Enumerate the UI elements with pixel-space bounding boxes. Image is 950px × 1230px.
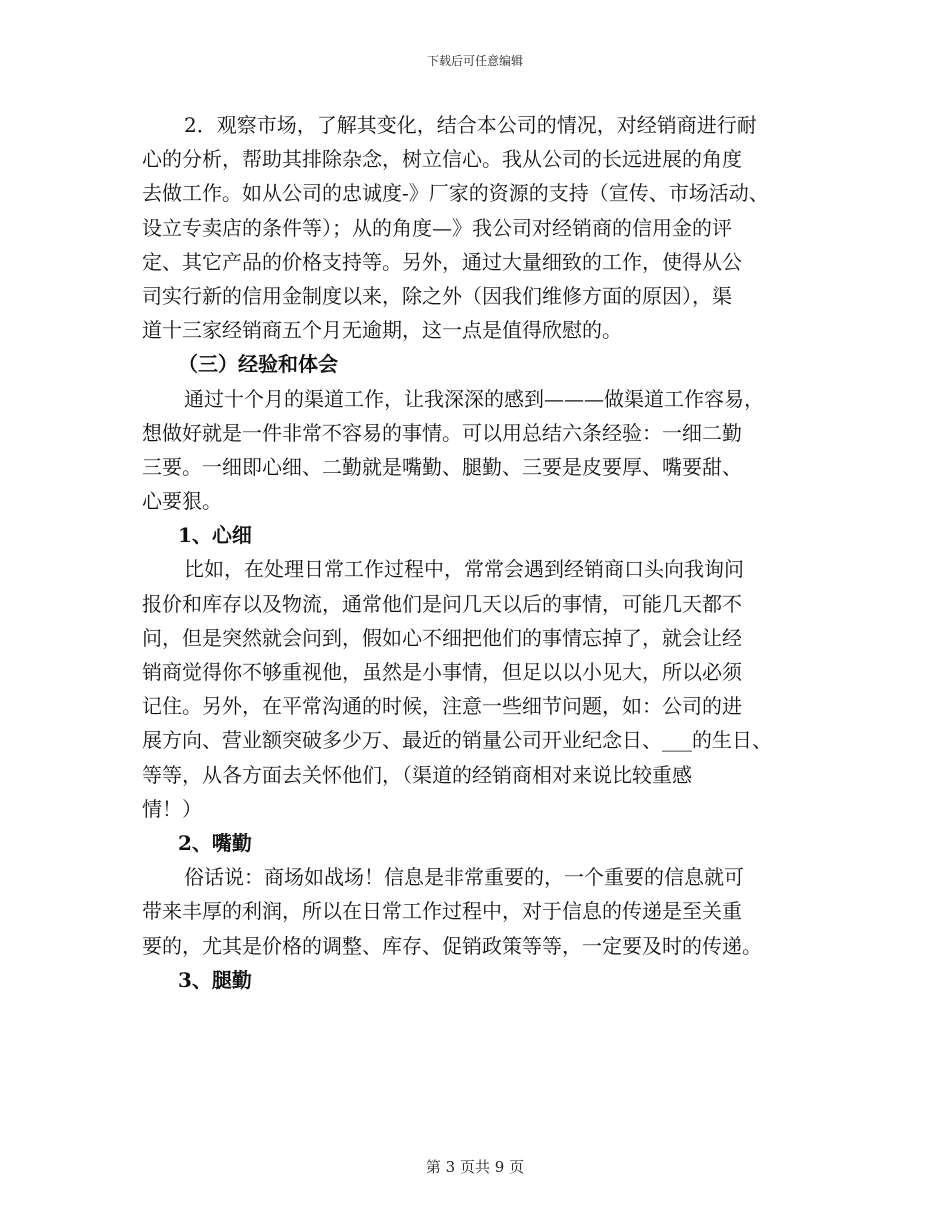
text-line: 展方向、营业额突破多少万、最近的销量公司开业纪念日、___的生日、	[142, 728, 772, 753]
text-line: 2．观察市场，了解其变化，结合本公司的情况，对经销商进行耐	[184, 113, 757, 137]
text-line: 等等，从各方面去关怀他们，（渠道的经销商相对来说比较重感	[142, 762, 692, 787]
text-line: 情！）	[142, 796, 202, 821]
text-line: 记住。另外，在平常沟通的时候，注意一些细节问题，如：公司的进	[142, 694, 742, 719]
section-heading: 2、嘴勤	[178, 830, 252, 855]
page-header: 下载后可任意编辑	[426, 54, 523, 68]
text-line: 问，但是突然就会问到，假如心不细把他们的事情忘掉了，就会让经	[142, 625, 742, 650]
text-line: 道十三家经销商五个月无逾期，这一点是值得欣慰的。	[142, 318, 622, 343]
text-line: 比如，在处理日常工作过程中，常常会遇到经销商口头向我询问	[184, 557, 744, 582]
text-line: 要的，尤其是价格的调整、库存、促销政策等等，一定要及时的传递。	[142, 933, 762, 958]
text-line: 三要。一细即心细、二勤就是嘴勤、腿勤、三要是皮要厚、嘴要甜、	[142, 454, 742, 479]
text-line: 心要狠。	[142, 489, 222, 514]
text-line: 司实行新的信用金制度以来，除之外（因我们维修方面的原因），渠	[142, 283, 732, 308]
text-line: 报价和库存以及物流，通常他们是问几天以后的事情，可能几天都不	[142, 591, 742, 616]
section-heading: 1、心细	[178, 523, 252, 548]
text-line: 定、其它产品的价格支持等。另外，通过大量细致的工作，使得从公	[142, 249, 742, 274]
text-line: 想做好就是一件非常不容易的事情。可以用总结六条经验：一细二勤	[142, 420, 742, 445]
text-line: 心的分析，帮助其排除杂念，树立信心。我从公司的长远进展的角度	[142, 147, 742, 172]
section-heading: （三）经验和体会	[178, 352, 338, 377]
text-line: 设立专卖店的条件等）；从的角度—》我公司对经销商的信用金的评	[142, 215, 732, 240]
page-footer: 第 3 页共 9 页	[425, 1158, 525, 1176]
text-line: 去做工作。如从公司的忠诚度-》厂家的资源的支持（宣传、市场活动、	[142, 181, 769, 206]
text-line: 销商觉得你不够重视他，虽然是小事情，但足以以小见大，所以必须	[142, 660, 742, 684]
document-body	[142, 108, 822, 997]
text-line: 俗话说：商场如战场！信息是非常重要的，一个重要的信息就可	[184, 865, 744, 890]
section-heading: 3、腿勤	[178, 967, 252, 992]
text-line: 通过十个月的渠道工作，让我深深的感到———做渠道工作容易，	[184, 386, 764, 411]
text-line: 带来丰厚的利润，所以在日常工作过程中，对于信息的传递是至关重	[142, 899, 742, 924]
